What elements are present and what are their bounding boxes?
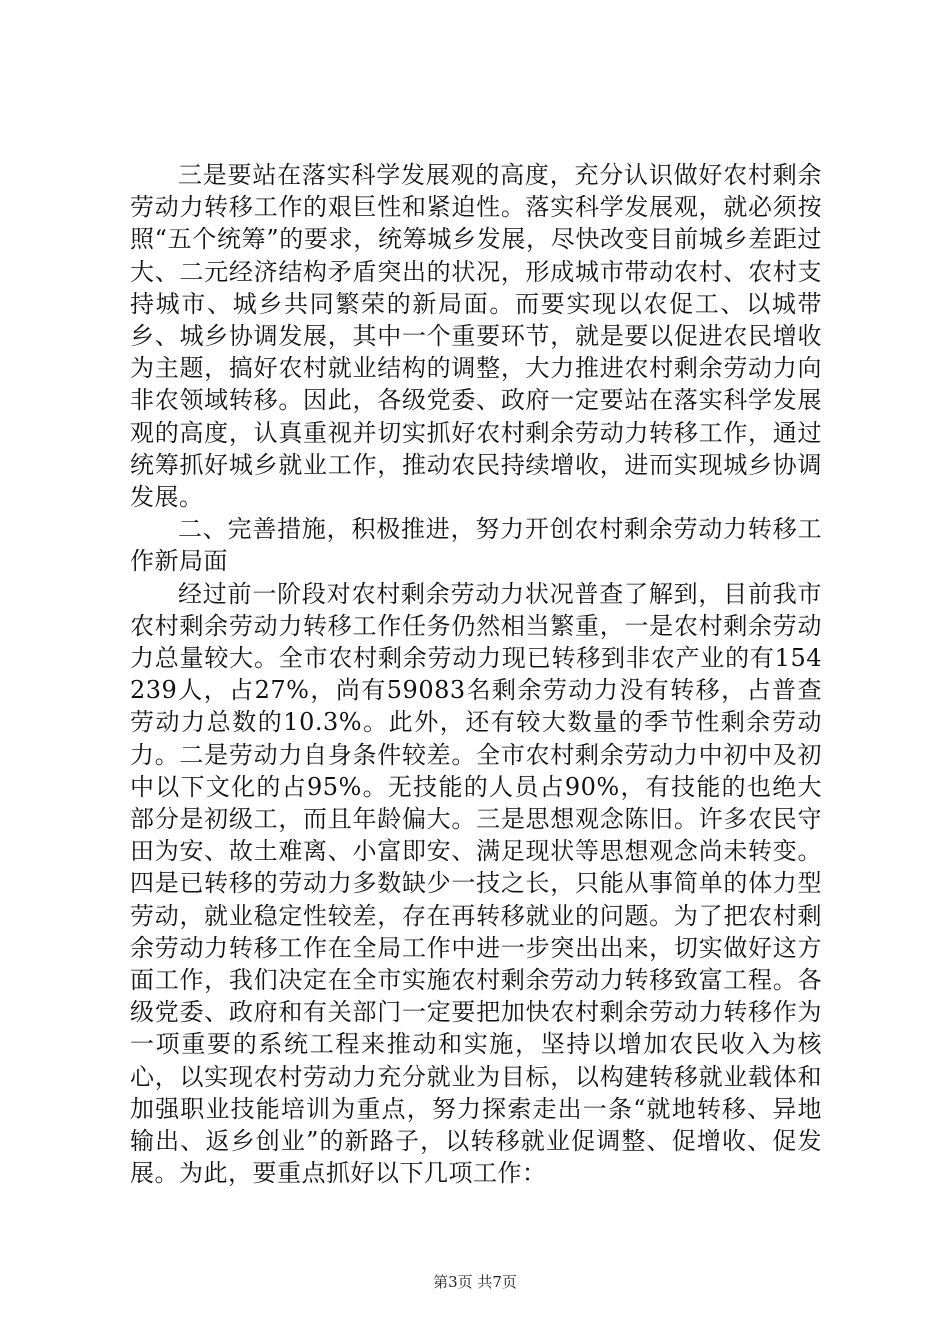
paragraph-survey: 经过前一阶段对农村剩余劳动力状况普查了解到，目前我市农村剩余劳动力转移工作任务仍然相当繁重，一是农村剩余劳动力总量较大。全市农村剩余劳动力现已转移到非农产业的有154239人，占27%，尚有59083名剩余劳动力没有转移，占普查劳动力总数的10.3%。此外，还有较大数量的季节性剩余劳动力。二是劳动力自身条件较差。全市农村剩余劳动力中初中及初中以下文化的占95%。无技能的人员占90%，有技能的也绝大部分是初级工，而且年龄偏大。三是思想观念陈旧。许多农民守田为安、故土难离、小富即安、满足现状等思想观念尚未转变。四是已转移的劳动力多数缺少一技之长，只能从事简单的体力型劳动，就业稳定性较差，存在再转移就业的问题。为了把农村剩余劳动力转移工作在全局工作中进一步突出出来，切实做好这方面工作，我们决定在全市实施农村剩余劳动力转移致富工程。各级党委、政府和有关部门一定要把加快农村剩余劳动力转移作为一项重要的系统工程来推动和实施，坚持以增加农民收入为核心，以实现农村劳动力充分就业为目标，以构建转移就业载体和加强职业技能培训为重点，努力探索走出一条“就地转移、异地输出、返乡创业”的新路子，以转移就业促调整、促增收、促发展。为此，要重点抓好以下几项工作： xyxy=(130,579,822,1188)
section-heading-two: 二、完善措施，积极推进，努力开创农村剩余劳动力转移工作新局面 xyxy=(130,515,822,576)
page-footer: 第3页 共7页 xyxy=(433,1273,517,1291)
paragraph-urgency: 三是要站在落实科学发展观的高度，充分认识做好农村剩余劳动力转移工作的艰巨性和紧迫性。落实科学发展观，就必须按照“五个统筹”的要求，统筹城乡发展，尽快改变目前城乡差距过大、二元经济结构矛盾突出的状况，形成城市带动农村、农村支持城市、城乡共同繁荣的新局面。而要实现以农促工、以城带乡、城乡协调发展，其中一个重要环节，就是要以促进农民增收为主题，搞好农村就业结构的调整，大力推进农村剩余劳动力向非农领域转移。因此，各级党委、政府一定要站在落实科学发展观的高度，认真重视并切实抓好农村剩余劳动力转移工作，通过统筹抓好城乡就业工作，推动农民持续增收，进而实现城乡协调发展。 xyxy=(130,161,822,512)
document-body xyxy=(130,159,822,1190)
